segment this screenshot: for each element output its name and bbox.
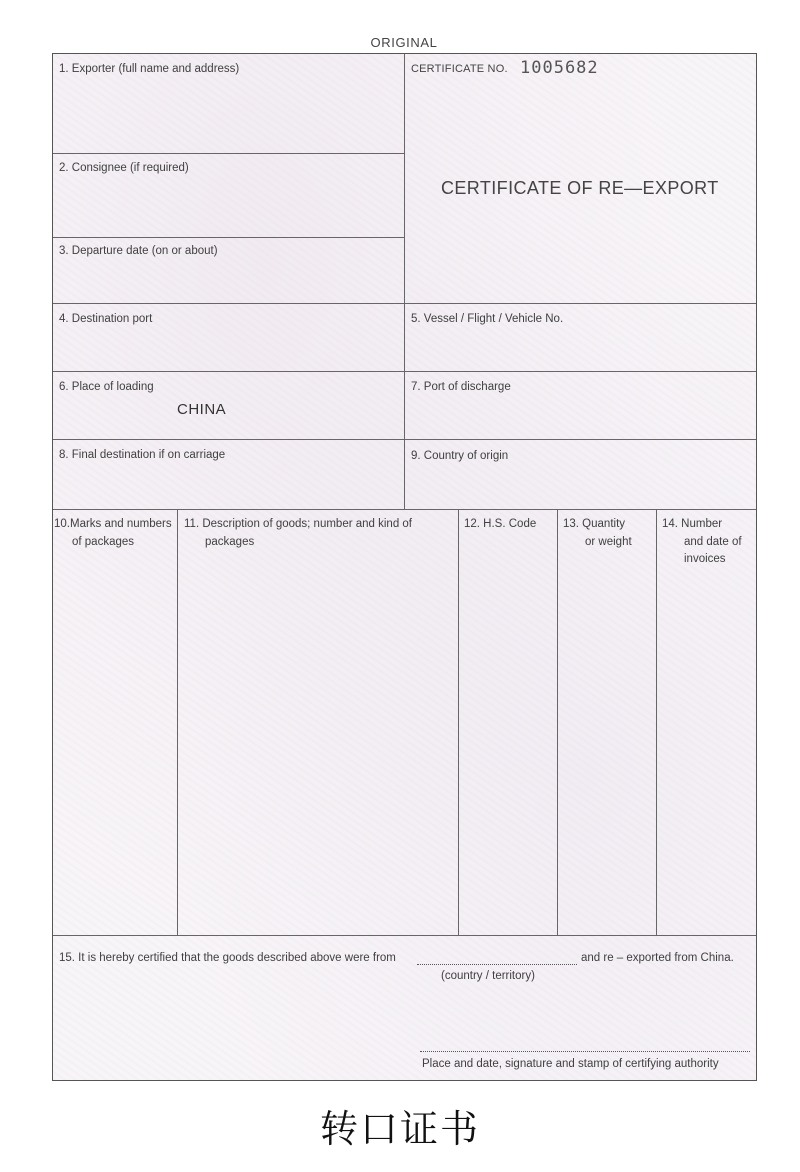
divider: [404, 54, 405, 509]
place-of-loading-value: CHINA: [177, 401, 227, 418]
certificate-title: CERTIFICATE OF RE—EXPORT: [441, 178, 719, 198]
divider: [656, 509, 657, 935]
divider: [557, 509, 558, 935]
quantity-header: 13. Quantity: [563, 518, 626, 530]
final-destination-label: 8. Final destination if on carriage: [59, 449, 226, 461]
exporter-label: 1. Exporter (full name and address): [59, 63, 240, 75]
certification-statement-suffix: and re – exported from China.: [581, 952, 734, 964]
divider: [177, 509, 178, 935]
signature-line: [420, 1051, 750, 1052]
original-label: ORIGINAL: [370, 35, 438, 50]
certificate-number: 1005682: [520, 58, 599, 78]
departure-date-label: 3. Departure date (on or about): [59, 245, 218, 257]
chinese-document-title: 转口证书: [319, 1107, 480, 1151]
vessel-label: 5. Vessel / Flight / Vehicle No.: [411, 313, 564, 325]
place-of-loading-label: 6. Place of loading: [59, 381, 154, 393]
consignee-label: 2. Consignee (if required): [59, 162, 189, 174]
description-header: 11. Description of goods; number and kind of: [184, 518, 413, 530]
certification-statement-prefix: 15. It is hereby certified that the goods described above were from: [59, 952, 396, 964]
re-export-certificate-form: [52, 53, 757, 1081]
marks-header-line2: of packages: [72, 536, 135, 548]
signature-label: Place and date, signature and stamp of certifying authority: [422, 1058, 719, 1070]
certificate-no-label: CERTIFICATE NO.: [411, 63, 508, 75]
divider: [53, 509, 756, 510]
hs-code-header: 12. H.S. Code: [464, 518, 537, 530]
divider: [53, 237, 405, 238]
country-territory-hint: (country / territory): [441, 970, 535, 982]
invoices-header-line2: and date of: [684, 536, 742, 548]
divider: [53, 935, 756, 936]
port-of-discharge-label: 7. Port of discharge: [411, 381, 511, 393]
quantity-header-line2: or weight: [585, 536, 632, 548]
destination-port-label: 4. Destination port: [59, 313, 153, 325]
country-of-origin-label: 9. Country of origin: [411, 450, 509, 462]
invoices-header-line3: invoices: [684, 553, 726, 565]
description-header-line2: packages: [205, 536, 255, 548]
country-fill-line: [417, 964, 577, 965]
divider: [458, 509, 459, 935]
invoices-header: 14. Number: [662, 518, 723, 530]
marks-header: 10.Marks and numbers: [54, 518, 172, 530]
divider: [53, 153, 405, 154]
